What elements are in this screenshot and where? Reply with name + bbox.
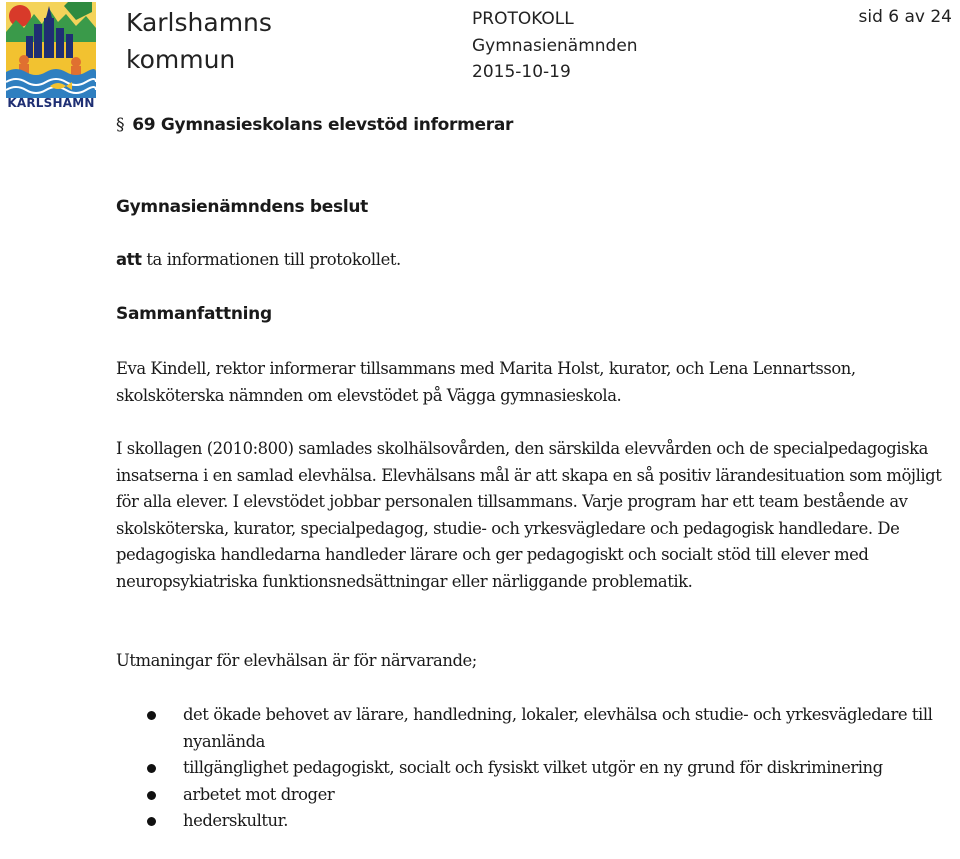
summary-heading: Sammanfattning — [116, 304, 272, 324]
decision-heading: Gymnasienämndens beslut — [116, 197, 369, 217]
coat-of-arms-icon — [6, 2, 96, 98]
list-item — [116, 808, 960, 835]
summary-paragraph-1: Eva Kindell, rektor informerar tillsammans med Marita Holst, kurator, och Lena Lennartsson, skolsköterska nämnden om elevstödet på Vägga gymnasieskola. — [116, 359, 856, 405]
logo-wordmark: KARLSHAMN — [7, 96, 95, 110]
list-item — [116, 755, 960, 782]
decision-body: ta informationen till protokollet. — [141, 250, 401, 269]
karlshamn-logo — [6, 2, 96, 110]
committee-name: Gymnasienämnden — [472, 35, 638, 56]
protocol-header — [472, 6, 638, 86]
section-mark: § — [116, 115, 125, 135]
list-item — [116, 782, 960, 809]
organisation-name — [126, 4, 272, 78]
bullet-icon — [147, 817, 156, 826]
meeting-date: 2015-10-19 — [472, 62, 571, 82]
decision-lead-word: att — [116, 250, 142, 269]
decision-text — [116, 250, 401, 269]
page-indicator: sid 6 av 24 — [858, 7, 952, 27]
bullet-icon — [147, 791, 156, 800]
org-line-2: kommun — [126, 45, 236, 74]
document-type: PROTOKOLL — [472, 9, 574, 29]
bullet-icon — [147, 711, 156, 720]
section-title: 69 Gymnasieskolans elevstöd informerar — [132, 115, 514, 135]
list-item — [116, 702, 960, 755]
section-heading — [116, 115, 513, 135]
list-item-text: tillgänglighet pedagogiskt, socialt och fysiskt vilket utgör en ny grund för diskriminering — [183, 758, 883, 777]
list-item-text: hederskultur. — [183, 811, 288, 830]
org-line-1: Karlshamns — [126, 8, 272, 37]
summary-paragraph-2: I skollagen (2010:800) samlades skolhälsovården, den särskilda elevvården och de specialpedagogiska insatserna i en samlad elevhälsa. Elevhälsans mål är att skapa en så positiv lärandesituation som möjligt för alla elever. I elevstödet jobbar personalen tillsammans. Varje program har ett team bestående av skolsköterska, kurator, specialpedagog, studie- och yrkesvägledare och pedagogisk handledare. De pedagogiska handledarna handleder lärare och ger pedagogiskt och socialt stöd till elever med neuropsykiatriska funktionsnedsättningar eller närliggande problematik. — [116, 439, 942, 591]
challenges-list — [116, 702, 960, 835]
bullet-icon — [147, 764, 156, 773]
list-item-text: arbetet mot droger — [183, 784, 335, 804]
challenges-intro: Utmaningar för elevhälsan är för närvarande; — [116, 651, 477, 670]
list-item-text: det ökade behovet av lärare, handledning, lokaler, elevhälsa och studie- och yrkesvägledare till nyanlända — [183, 705, 933, 751]
